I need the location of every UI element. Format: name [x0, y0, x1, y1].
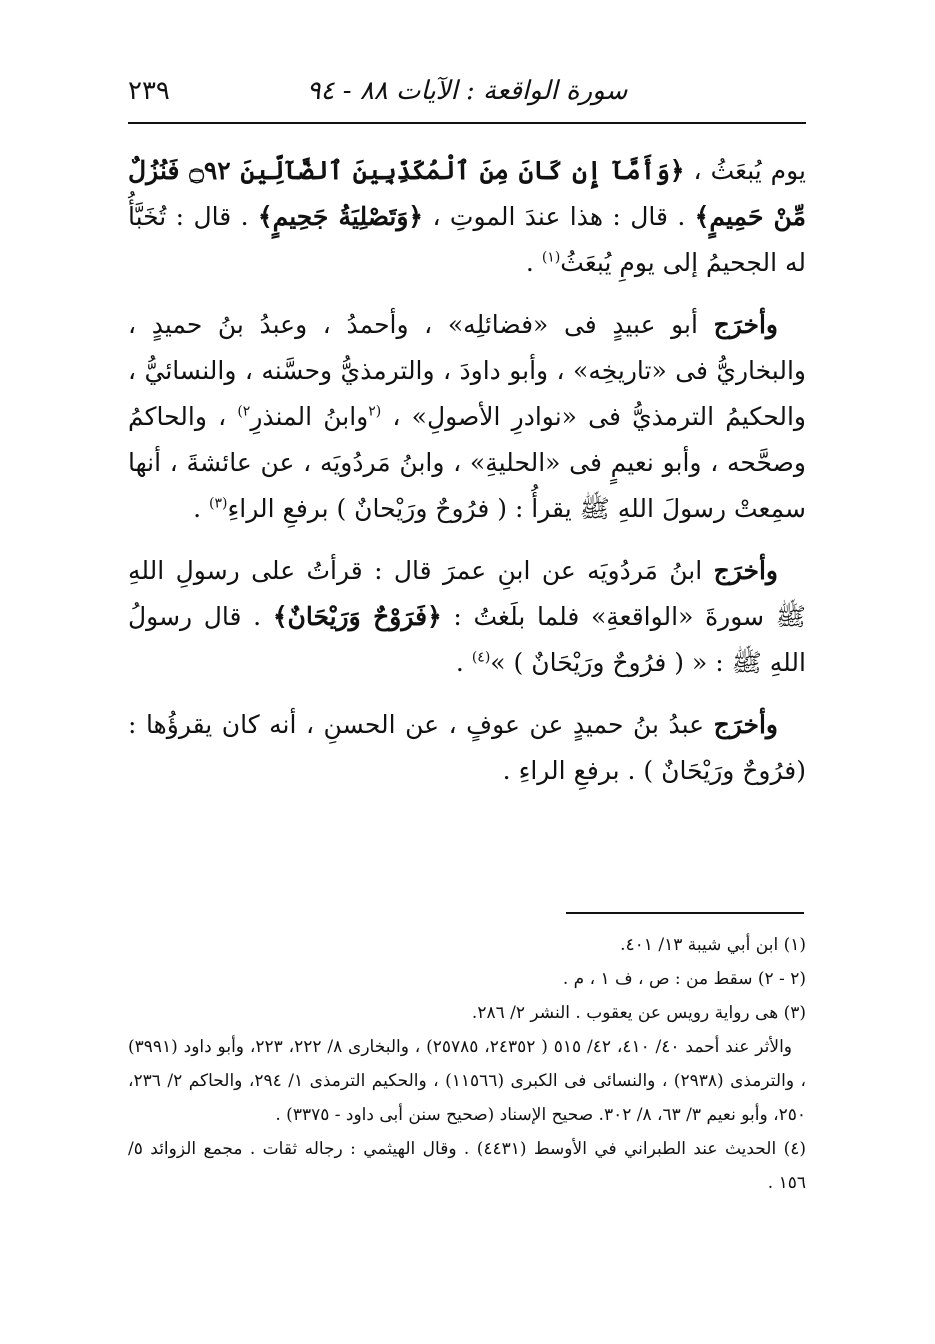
text-segment: أبو عبيدٍ فى «فضائلِه» ، وأحمدُ ، وعبدُ بنُ حميدٍ ، والبخاريُّ فى «تاريخِه» ، وأبو داودَ ، والترمذيُّ وحسَّنه ، والنسائيُّ ، والحكيمُ الترمذيُّ فى «نوادرِ الأصولِ» ،	[128, 310, 806, 431]
paragraph	[128, 302, 806, 532]
paragraph	[128, 148, 806, 286]
text-segment: عبدُ بنُ حميدٍ عن عوفٍ ، عن الحسنِ ، أنه كان يقرؤُها : (فرُوحٌ ورَيْحَانٌ ) . برفعِ الراءِ .	[128, 710, 806, 785]
text-segment: وأخرَج	[713, 310, 778, 339]
footnote-marker: ٢)	[237, 403, 251, 420]
paragraph	[128, 548, 806, 686]
quran-verse: ﴿فَرَوْحٌ وَرَيْحَانٌ﴾	[272, 602, 442, 631]
text-segment: وابنُ المنذرِ	[250, 402, 369, 431]
page-number: ٢٣٩	[128, 76, 170, 106]
body-text	[128, 148, 806, 810]
footnotes	[128, 928, 806, 1200]
text-segment: . قال : تُخَبَّأُ له الجحيمُ إلى يومِ يُبعَثُ	[128, 202, 806, 277]
text-segment: . قال رسولُ اللهِ ﷺ : « ( فرُوحٌ ورَيْحَانٌ ) »	[128, 602, 806, 677]
running-title: سورة الواقعة : الآيات ٨٨ - ٩٤	[306, 76, 628, 106]
footnote-marker: (٤)	[471, 649, 491, 666]
text-segment: .	[525, 248, 542, 277]
text-segment: . قال : هذا عندَ الموتِ ،	[423, 202, 695, 231]
text-segment: وأخرَج	[713, 710, 778, 739]
footnote-3-continuation: والأثر عند أحمد ٤٠/ ٤١٠، ٤٢/ ٥١٥ ( ٢٤٣٥٢، ٢٥٧٨٥) ، والبخارى ٨/ ٢٢٢، ٢٢٣، وأبو داود (٣٩٩١) ، والترمذى (٢٩٣٨) ، والنسائى فى الكبرى (١١٥٦٦) ، والحكيم الترمذى ١/ ٢٩٤، والحاكم ٢/ ٢٣٦، ٢٥٠، وأبو نعيم ٣/ ٦٣، ٨/ ٣٠٢. صحيح الإسناد (صحيح سنن أبى داود - ٣٣٧٥) .	[128, 1037, 806, 1125]
text-segment: .	[455, 648, 472, 677]
text-segment: يوم يُبعَثُ ،	[684, 156, 807, 185]
footnote-1: (١) ابن أبي شيبة ١٣/ ٤٠١.	[620, 935, 806, 955]
footnote-marker: (١)	[541, 249, 561, 266]
text-segment: ابنُ مَردُويَه عن ابنِ عمرَ قال : قرأتُ على رسولِ اللهِ ﷺ سورةَ «الواقعةِ» فلما بلَغتُ :	[128, 556, 806, 631]
text-segment: ، والحاكمُ وصحَّحه ، وأبو نعيمٍ فى «الحليةِ» ، وابنُ مَردُويَه ، عن عائشةَ ، أنها سمِعتْ رسولَ اللهِ ﷺ يقرأُ : ( فرُوحٌ ورَيْحانٌ ) برفعِ الراءِ	[128, 402, 806, 523]
footnote-separator	[566, 912, 804, 914]
quran-verse: ﴿وَأَمَّآ إِن كَانَ مِنَ ٱلْمُكَذِّبِينَ ٱلضَّآلِّينَ ۝٩٢ فَنُزُلٌ مِّنْ حَمِيمٍ﴾	[128, 156, 806, 231]
paragraph	[128, 702, 806, 794]
text-segment: .	[193, 494, 210, 523]
text-segment: وأخرَج	[713, 556, 778, 585]
footnote-marker: (٣)	[209, 495, 228, 512]
footnote-3: (٣) هى رواية رويس عن يعقوب . النشر ٢/ ٢٨٦.	[471, 1003, 806, 1023]
footnote-marker: (٢	[368, 403, 382, 420]
quran-verse: ﴿وَتَصْلِيَةُ جَحِيمٍ﴾	[257, 202, 424, 231]
page-header	[128, 70, 806, 124]
footnote-4: (٤) الحديث عند الطبراني في الأوسط (٤٤٣١) . وقال الهيثمي : رجاله ثقات . مجمع الزوائد ٥/ ١٥٦ .	[128, 1139, 806, 1193]
footnote-2: (٢ - ٢) سقط من : ص ، ف ١ ، م .	[562, 969, 806, 989]
